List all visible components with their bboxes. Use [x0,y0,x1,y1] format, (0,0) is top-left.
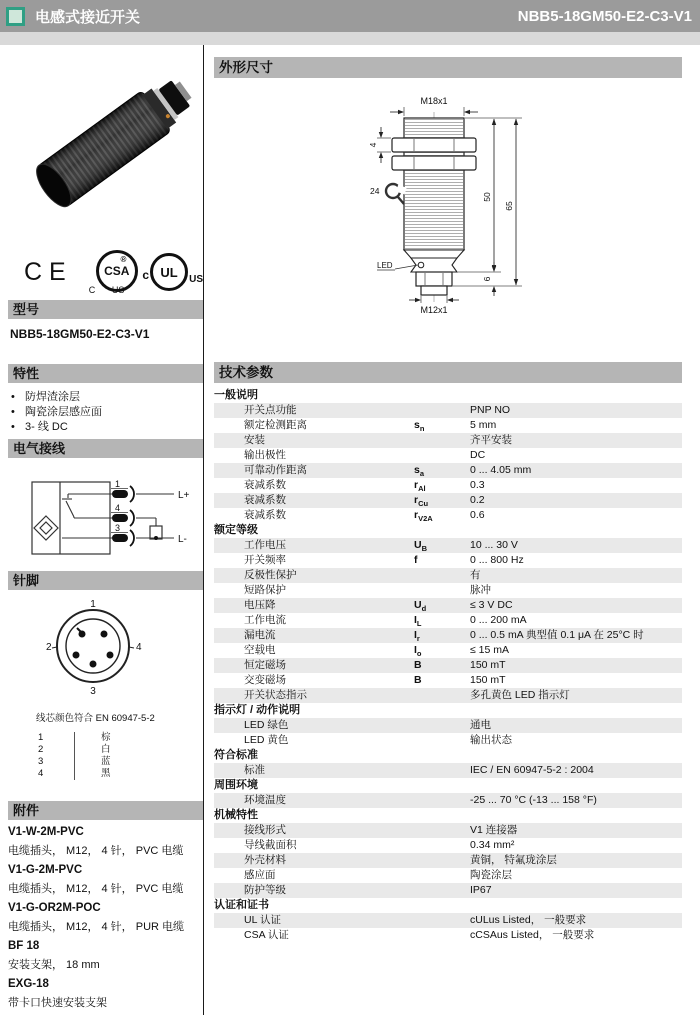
accessory-description: 带卡口快速安装支架 [8,997,107,1009]
accessory-name: BF 18 [8,940,40,952]
tech-row-symbol-subscript: o [416,649,422,659]
tech-section-header: 符合标准 [214,749,258,761]
tech-row-value: ≤ 3 V DC [470,599,513,611]
tech-row-symbol-subscript: L [416,619,422,629]
led-indicator [418,262,424,268]
tech-row-symbol [414,883,470,898]
tech-row [214,403,682,418]
section-header-model: 型号 [8,300,203,319]
wire-color-name: 白 [74,744,111,756]
dim-label-m12: M12x1 [420,305,448,315]
tech-row-value: ≤ 15 mA [470,644,510,656]
tech-row-label: 接线形式 [244,824,286,836]
pin-label-3: 3 [90,686,96,697]
tech-row [214,883,682,898]
ul-us-label: US [189,273,203,285]
tech-row [214,643,682,658]
pin-label-1: 1 [90,599,96,610]
tech-row [214,673,682,688]
dim-label-wrench: 24 [370,186,380,196]
tech-row-label: 标准 [244,764,265,776]
dim-label-m18: M18x1 [420,96,448,106]
tech-row-value: PNP NO [470,404,511,416]
tech-row-symbol [414,718,470,733]
tech-row-symbol: $r_{Al}$ [414,479,426,494]
pin-label-2: 2 [46,642,52,653]
wire-color-table [38,732,203,780]
tech-row-symbol: $U_d$ [414,599,427,614]
tech-row [214,553,682,568]
tech-row-value: 脉冲 [470,584,491,596]
tech-row-symbol: $s_a$ [414,464,425,479]
tech-row-label: 交变磁场 [244,674,286,686]
tech-row-label: 输出极性 [244,449,286,461]
tech-row-label: 反极性保护 [244,569,297,581]
tech-row-symbol: f [414,554,418,566]
dimension-drawing [364,94,624,316]
tech-row-value: 0.6 [470,509,485,521]
tech-row-symbol: $I_L$ [414,614,422,629]
tech-row-value: 150 mT [470,659,506,671]
pin-label-4: 4 [136,642,142,653]
tech-row [214,598,682,613]
tech-row-symbol [414,688,470,703]
tech-section-header: 一般说明 [214,389,258,401]
tech-row [214,493,682,508]
dim-label-led: LED [377,261,393,270]
tech-row-symbol [414,793,470,808]
left-column [8,45,203,1010]
tech-row-label: UL 认证 [244,914,281,926]
csa-logo [87,249,130,295]
csa-us-label: US [111,285,125,295]
tech-row-label: 可靠动作距离 [244,464,307,476]
tech-row-symbol: B [414,674,422,686]
tech-row-label: 外壳材料 [244,854,286,866]
wire-color-note: 线芯颜色符合 EN 60947-5-2 [36,713,155,724]
tech-row-label: 衰减系数 [244,509,286,521]
connector-contacts-icon [112,486,134,546]
accessory-description: 电缆插头， M12， 4 针， PUR 电缆 [8,921,185,933]
tech-row-symbol: $U_B$ [414,539,428,554]
tech-row-symbol [414,403,470,418]
tech-row-value: 0 ... 800 Hz [470,554,524,566]
wire-pin-number: 2 [38,744,44,755]
tech-row [214,538,682,553]
tech-row-value: IEC / EN 60947-5-2 : 2004 [470,764,594,776]
wire-pin-number: 3 [38,756,44,767]
tech-row-value: 有 [470,569,481,581]
tech-row-value: 0.3 [470,479,485,491]
bullet-icon: • [11,421,15,433]
accessory-name: EXG-18 [8,978,49,990]
tech-row-symbol-subscript: n [419,424,425,434]
accessory-description: 安装支架， 18 mm [8,959,100,971]
tech-row-value: 0.2 [470,494,485,506]
feature-text: 防焊渣涂层 [25,391,80,403]
tech-row [214,733,682,748]
tech-row [214,688,682,703]
tech-row-label: 电压降 [244,599,276,611]
tech-row-label: CSA 认证 [244,929,289,941]
tech-row-value: -25 ... 70 °C (-13 ... 158 °F) [470,794,597,806]
tech-row-symbol-subscript: Cu [418,499,429,509]
tech-row-label: 工作电压 [244,539,286,551]
bullet-icon: • [11,391,15,403]
tech-row-value: IP67 [470,884,492,896]
feature-text: 陶瓷涂层感应面 [25,406,102,418]
tech-row [214,913,682,928]
tech-row [214,838,682,853]
tech-row-label: 工作电流 [244,614,286,626]
tech-row-symbol: $r_{V2A}$ [414,509,433,524]
ce-logo: CE [24,257,73,286]
accessories-list [8,826,203,1010]
tech-row-symbol [414,448,470,463]
tech-row-label: 短路保护 [244,584,286,596]
tech-section-header: 机械特性 [214,809,258,821]
sensor-symbol-icon [34,516,58,540]
tech-row [214,613,682,628]
tech-row-label: 防护等级 [244,884,286,896]
tech-row-value: cCSAus Listed， 一般要求 [470,929,595,941]
tech-row-value: 黄铜， 特氟珑涂层 [470,854,557,866]
ul-logo-text: UL [150,253,188,291]
wire-pin-number: 4 [38,768,44,779]
wiring-pin1-label: 1 [115,479,121,489]
tech-row-symbol-subscript: a [419,469,425,479]
tech-row-symbol: $I_o$ [414,644,422,659]
section-header-features: 特性 [8,364,203,383]
product-photo [8,47,203,247]
tech-row-symbol: $r_{Cu}$ [414,494,429,509]
tech-row-label: LED 绿色 [244,719,289,731]
tech-data-table [214,388,682,943]
tech-section-header: 指示灯 / 动作说明 [214,704,301,716]
tech-row-symbol-subscript: r [416,634,420,644]
section-header-accessories: 附件 [8,801,203,820]
csa-logo-text: CSA [96,250,138,292]
header-model-number: NBB5-18GM50-E2-C3-V1 [517,7,692,25]
tech-row-value: 多孔黄色 LED 指示灯 [470,689,570,701]
tech-row-label: 漏电流 [244,629,276,641]
tech-row-symbol [414,928,470,943]
tech-row-symbol-subscript: d [421,604,427,614]
tech-row-symbol: B [414,659,422,671]
feature-item [8,390,203,405]
wiring-pin4-label: 4 [115,503,121,513]
tech-row-label: 环境温度 [244,794,286,806]
tech-section-header: 额定等级 [214,524,258,536]
tech-row-label: LED 黄色 [244,734,289,746]
tech-row [214,868,682,883]
dim-label-nut: 4 [368,142,378,148]
tech-row-value: DC [470,449,486,461]
tech-row-value: 陶瓷涂层 [470,869,512,881]
tech-row-value: 5 mm [470,419,497,431]
wire-color-name: 棕 [74,732,111,744]
brand-mark-icon [6,7,25,26]
section-header-dimensions: 外形尺寸 [214,57,682,78]
supply-plus-label: L+ [178,490,190,501]
pin-face-diagram [38,598,148,698]
feature-item [8,405,203,420]
wire-color-row [38,744,203,756]
tech-row-symbol [414,913,470,928]
tech-row-value: 10 ... 30 V [470,539,518,551]
tech-row-symbol [414,838,470,853]
tech-row [214,763,682,778]
tech-row [214,433,682,448]
tech-row [214,583,682,598]
dim-label-6: 6 [482,276,492,282]
wire-color-row [38,756,203,768]
tech-row-label: 衰减系数 [244,494,286,506]
page-title: 电感式接近开关 [35,8,141,26]
tech-row-label: 空载电 [244,644,276,656]
tech-row-value: 150 mT [470,674,506,686]
wiring-diagram [16,476,206,568]
accessory-name: V1-G-2M-PVC [8,864,83,876]
tech-row [214,463,682,478]
tech-row-symbol [414,733,470,748]
features-list [8,390,203,435]
feature-text: 3- 线 DC [25,421,68,433]
tech-row-value: 0 ... 200 mA [470,614,527,626]
tech-row-symbol [414,823,470,838]
section-header-wiring: 电气接线 [8,439,203,458]
tech-section-header: 认证和证书 [214,899,269,911]
tech-row-label: 导线截面积 [244,839,297,851]
tech-row-symbol-subscript: Al [418,484,426,494]
tech-row-value: cULus Listed， 一般要求 [470,914,587,926]
wire-color-name: 黑 [74,768,111,780]
tech-row-symbol: $I_r$ [414,629,420,644]
dim-label-65: 65 [504,201,514,211]
csa-registered-icon: ® [120,255,127,264]
tech-row [214,418,682,433]
tech-row-value: 通电 [470,719,491,731]
tech-row [214,628,682,643]
tech-row-label: 开关点功能 [244,404,297,416]
accessory-name: V1-W-2M-PVC [8,826,84,838]
csa-c-label: C [88,285,96,295]
ul-logo [142,253,203,291]
tech-row-value: 齐平安装 [470,434,512,446]
header-substrip [0,32,700,45]
tech-row-label: 开关频率 [244,554,286,566]
bullet-icon: • [11,406,15,418]
tech-section-header: 周围环境 [214,779,258,791]
feature-item [8,420,203,435]
tech-row-label: 衰减系数 [244,479,286,491]
tech-row-value: V1 连接器 [470,824,518,836]
tech-row [214,478,682,493]
tech-row-symbol [414,853,470,868]
tech-row-label: 开关状态指示 [244,689,307,701]
tech-row-symbol [414,568,470,583]
model-number: NBB5-18GM50-E2-C3-V1 [10,327,150,341]
wire-color-name: 蓝 [74,756,111,768]
tech-row-symbol-subscript: V2A [418,514,433,524]
tech-row-value: 0.34 mm² [470,839,515,851]
section-header-tech: 技术参数 [214,362,682,383]
right-column [214,57,682,943]
wire-color-row [38,732,203,744]
tech-row-label: 感应面 [244,869,276,881]
tech-row-symbol [414,868,470,883]
wiring-pin3-label: 3 [115,523,121,533]
dim-label-50: 50 [482,192,492,202]
tech-row-symbol: $s_n$ [414,419,425,434]
tech-row-value: 0 ... 4.05 mm [470,464,532,476]
tech-row [214,823,682,838]
tech-row-symbol [414,433,470,448]
accessory-name: V1-G-OR2M-POC [8,902,101,914]
tech-row [214,568,682,583]
accessory-description: 电缆插头， M12， 4 针， PVC 电缆 [8,883,184,895]
tech-row [214,853,682,868]
tech-row [214,658,682,673]
tech-row-label: 安装 [244,434,265,446]
header-bar [0,0,700,32]
tech-row [214,448,682,463]
tech-row [214,508,682,523]
tech-row-label: 额定检测距离 [244,419,307,431]
tech-row [214,793,682,808]
tech-row-symbol [414,583,470,598]
ul-c-label: c [142,268,150,282]
tech-row-label: 恒定磁场 [244,659,286,671]
section-header-pins: 针脚 [8,571,203,590]
tech-row [214,928,682,943]
tech-row-symbol [414,763,470,778]
certification-logos [8,249,203,295]
tech-row [214,718,682,733]
tech-row-value: 0 ... 0.5 mA 典型值 0.1 μA 在 25°C 时 [470,629,644,641]
accessory-description: 电缆插头， M12， 4 针， PVC 电缆 [8,845,184,857]
tech-row-value: 输出状态 [470,734,512,746]
supply-minus-label: L- [178,534,187,545]
wire-pin-number: 1 [38,732,44,743]
wire-color-row [38,768,203,780]
tech-row-symbol-subscript: B [421,544,428,554]
